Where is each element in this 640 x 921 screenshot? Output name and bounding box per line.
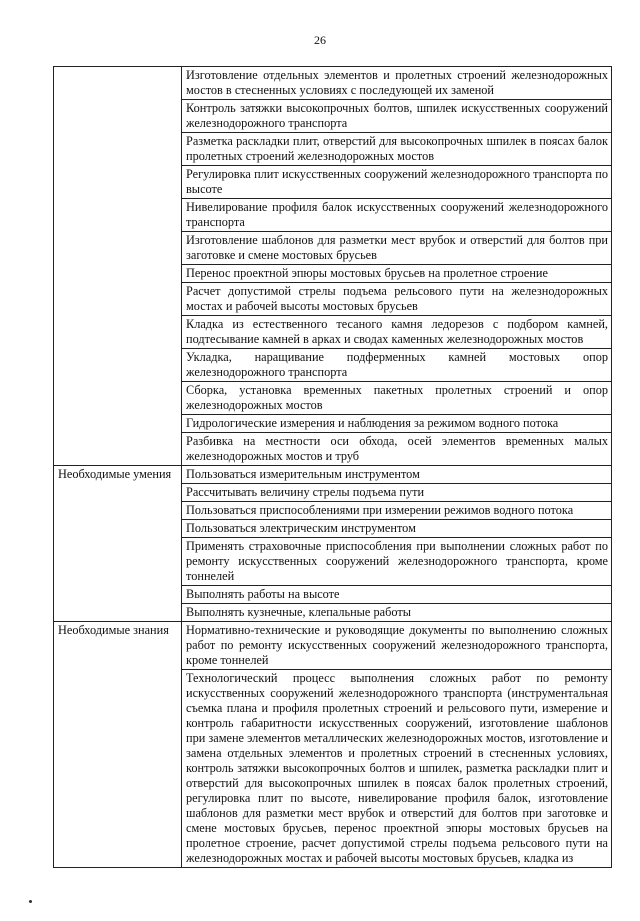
qualification-table [53,66,612,868]
section-label [54,67,182,466]
table-cell-item: Применять страховочные приспособления при выполнении сложных работ по ремонту искусственных сооружений железнодорожного транспорта, кроме тоннелей [182,538,612,586]
table-cell-item: Технологический процесс выполнения сложных работ по ремонту искусственных сооружений железнодорожного транспорта (инструментальная съемка плана и профиля пролетных строений и рельсового пути, измерение и контроль габаритности искусственных сооружений, изготовление шаблонов при замене элементов металлических железнодорожных мостов, изготовление и замена отдельных элементов и пролетных строений в стесненных условиях, контроль затяжки высокопрочных болтов и шпилек, разметка раскладки плит и отверстий для высокопрочных шпилек в поясах балок пролетных строений, регулировка плит по высоте, нивелирование профиля балок, изготовление шаблонов для разметки мест врубок и отверстий для болтов при заготовке и смене мостовых брусьев, перенос проектной эпюры мостовых брусьев на пролетное строение, расчет допустимой стрелы подъема рельсового пути на железнодорожных мостах и рабочей высоты мостовых брусьев, кладка из [182,670,612,868]
table-cell-item: Перенос проектной эпюры мостовых брусьев на пролетное строение [182,265,612,283]
table-cell-item: Укладка, наращивание подферменных камней мостовых опор железнодорожного транспорта [182,349,612,382]
table-row [54,466,612,484]
table-cell-item: Выполнять кузнечные, клепальные работы [182,604,612,622]
table-cell-item: Пользоваться измерительным инструментом [182,466,612,484]
table-row [54,67,612,100]
table-cell-item: Нивелирование профиля балок искусственных сооружений железнодорожного транспорта [182,199,612,232]
section-label: Необходимые умения [54,466,182,622]
table-cell-item: Контроль затяжки высокопрочных болтов, шпилек искусственных сооружений железнодорожного транспорта [182,100,612,133]
scan-speck [29,900,32,903]
table-cell-item: Разметка раскладки плит, отверстий для высокопрочных шпилек в поясах балок пролетных строений железнодорожных мостов [182,133,612,166]
table-cell-item: Пользоваться электрическим инструментом [182,520,612,538]
table-row [54,622,612,670]
table-cell-item: Пользоваться приспособлениями при измерении режимов водного потока [182,502,612,520]
table-cell-item: Изготовление шаблонов для разметки мест врубок и отверстий для болтов при заготовке и смене мостовых брусьев [182,232,612,265]
table-body [54,67,612,868]
table-cell-item: Кладка из естественного тесаного камня ледорезов с подбором камней, подтесывание камней в арках и сводах каменных железнодорожных мостов [182,316,612,349]
table-cell-item: Разбивка на местности оси обхода, осей элементов временных малых железнодорожных мостов и труб [182,433,612,466]
table-cell-item: Выполнять работы на высоте [182,586,612,604]
table-cell-item: Изготовление отдельных элементов и пролетных строений железнодорожных мостов в стесненных условиях с последующей их заменой [182,67,612,100]
section-label: Необходимые знания [54,622,182,868]
table-cell-item: Сборка, установка временных пакетных пролетных строений и опор железнодорожных мостов [182,382,612,415]
table-cell-item: Регулировка плит искусственных сооружений железнодорожного транспорта по высоте [182,166,612,199]
page-number: 26 [314,33,326,47]
table-cell-item: Расчет допустимой стрелы подъема рельсового пути на железнодорожных мостах и рабочей высоты мостовых брусьев [182,283,612,316]
table-cell-item: Гидрологические измерения и наблюдения за режимом водного потока [182,415,612,433]
table-cell-item: Рассчитывать величину стрелы подъема пути [182,484,612,502]
table-cell-item: Нормативно-технические и руководящие документы по выполнению сложных работ по ремонту искусственных сооружений железнодорожного транспорта, кроме тоннелей [182,622,612,670]
